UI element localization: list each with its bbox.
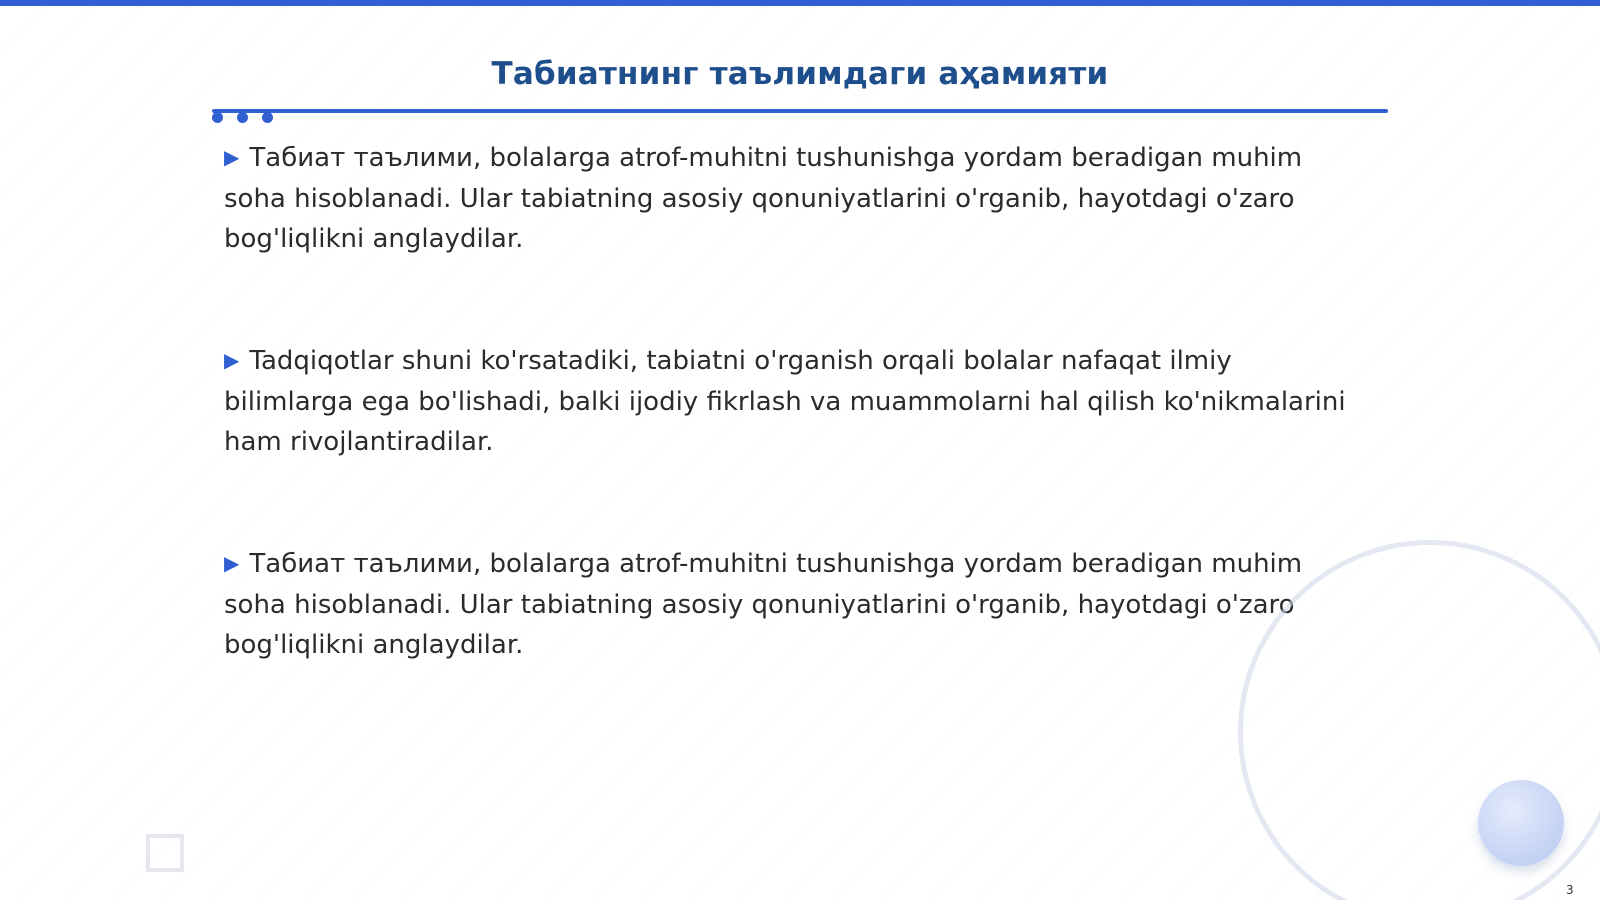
page-number: 3 <box>1566 883 1574 897</box>
underline-dot-icon <box>212 112 223 123</box>
paragraph-text: Tadqiqotlar shuni ko'rsatadiki, tabiatni o'rganish orqali bolalar nafaqat ilmiy bilimlarga ega bo'lishadi, balki ijodiy fikrlash va muammolarni hal qilish ko'nikmalarini ham rivojlantiradilar. <box>224 346 1346 457</box>
title-underline <box>212 109 1388 113</box>
paragraph-text: Табиат таълими, bolalarga atrof-muhitni tushunishga yordam beradigan muhim soha hisoblanadi. Ular tabiatning asosiy qonuniyatlarini o'rganib, hayotdagi o'zaro bog'liqlikni anglaydilar. <box>224 143 1303 254</box>
slide-title: Табиатнинг таълимдаги аҳамияти <box>491 56 1109 92</box>
top-accent-bar <box>0 0 1600 6</box>
bullet-list <box>224 138 1354 747</box>
bullet-paragraph-3 <box>224 544 1354 665</box>
underline-dot-icon <box>237 112 248 123</box>
triangle-bullet-icon: ▶ <box>224 145 240 169</box>
triangle-bullet-icon: ▶ <box>224 551 240 575</box>
decorative-square <box>146 834 184 872</box>
bullet-paragraph-2 <box>224 341 1354 462</box>
underline-dot-icon <box>262 112 273 123</box>
triangle-bullet-icon: ▶ <box>224 348 240 372</box>
decorative-ball <box>1478 780 1564 866</box>
bullet-paragraph-1 <box>224 138 1354 259</box>
paragraph-text: Табиат таълими, bolalarga atrof-muhitni tushunishga yordam beradigan muhim soha hisoblanadi. Ular tabiatning asosiy qonuniyatlarini o'rganib, hayotdagi o'zaro bog'liqlikni anglaydilar. <box>224 549 1303 660</box>
